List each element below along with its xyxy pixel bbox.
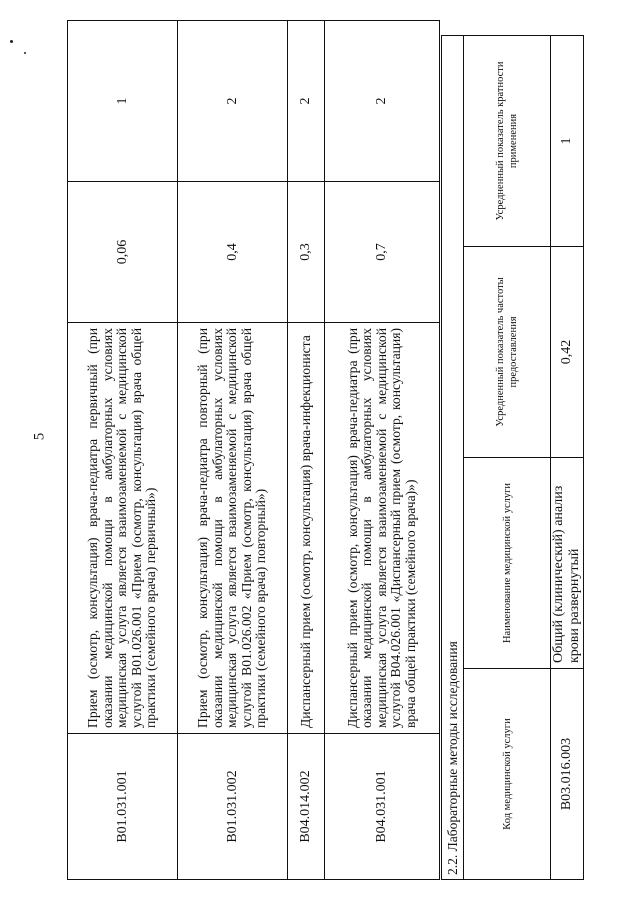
frequency-value: 0,42 <box>551 247 584 458</box>
rotated-landscape-page <box>67 35 582 880</box>
service-code: B01.031.001 <box>68 734 178 880</box>
table-row <box>178 21 288 880</box>
multiplicity-value: 1 <box>68 21 178 182</box>
service-name: Диспансерный прием (осмотр, консультация) врача-инфекциониста <box>288 323 325 734</box>
page-number: 5 <box>31 432 48 441</box>
table-row <box>551 36 584 880</box>
table-row <box>288 21 325 880</box>
services-table <box>67 20 440 880</box>
multiplicity-value: 2 <box>178 21 288 182</box>
service-name: Общий (клинический) анализ крови развернутый <box>551 458 584 669</box>
frequency-value: 0,3 <box>288 182 325 323</box>
header-multiplicity: Усредненный показатель кратности применения <box>464 36 551 247</box>
header-frequency: Усредненный показатель частоты предоставления <box>464 247 551 458</box>
multiplicity-value: 2 <box>288 21 325 182</box>
header-name: Наименование медицинской услуги <box>464 458 551 669</box>
service-name: Прием (осмотр, консультация) врача-педиатра первичный (при оказании медицинской помощи в амбулаторных условиях медицинская услуга является взаимозаменяемой с медицинской услугой B01.026.001 «Прием (осмотр, консультация) врача общей практики (семейного врача) первичный») <box>68 323 178 734</box>
frequency-value: 0,06 <box>68 182 178 323</box>
table-row <box>325 21 440 880</box>
section-row <box>442 36 464 880</box>
header-row <box>464 36 551 880</box>
multiplicity-value: 1 <box>551 36 584 247</box>
service-name: Диспансерный прием (осмотр, консультация) врача-педиатра (при оказании медицинской помощи в амбулаторных условиях медицинская услуга является взаимозаменяемой с медицинской услугой B04.026.001 «Диспансерный прием (осмотр, консультация) врача общей практики (семейного врача)») <box>325 323 440 734</box>
scan-speck <box>24 52 26 54</box>
scan-speck <box>10 40 13 43</box>
lab-methods-table <box>441 35 584 880</box>
frequency-value: 0,7 <box>325 182 440 323</box>
service-name: Прием (осмотр, консультация) врача-педиатра повторный (при оказании медицинской помощи в амбулаторных условиях медицинская услуга является взаимозаменяемой с медицинской услугой B01.026.002 «Прием (осмотр, консультация) врача общей практики (семейного врача) повторный») <box>178 323 288 734</box>
service-code: B04.031.001 <box>325 734 440 880</box>
service-code: B03.016.003 <box>551 669 584 880</box>
table-row <box>68 21 178 880</box>
multiplicity-value: 2 <box>325 21 440 182</box>
service-code: B01.031.002 <box>178 734 288 880</box>
section-title: 2.2. Лабораторные методы исследования <box>442 36 464 880</box>
frequency-value: 0,4 <box>178 182 288 323</box>
header-code: Код медицинской услуги <box>464 669 551 880</box>
service-code: B04.014.002 <box>288 734 325 880</box>
